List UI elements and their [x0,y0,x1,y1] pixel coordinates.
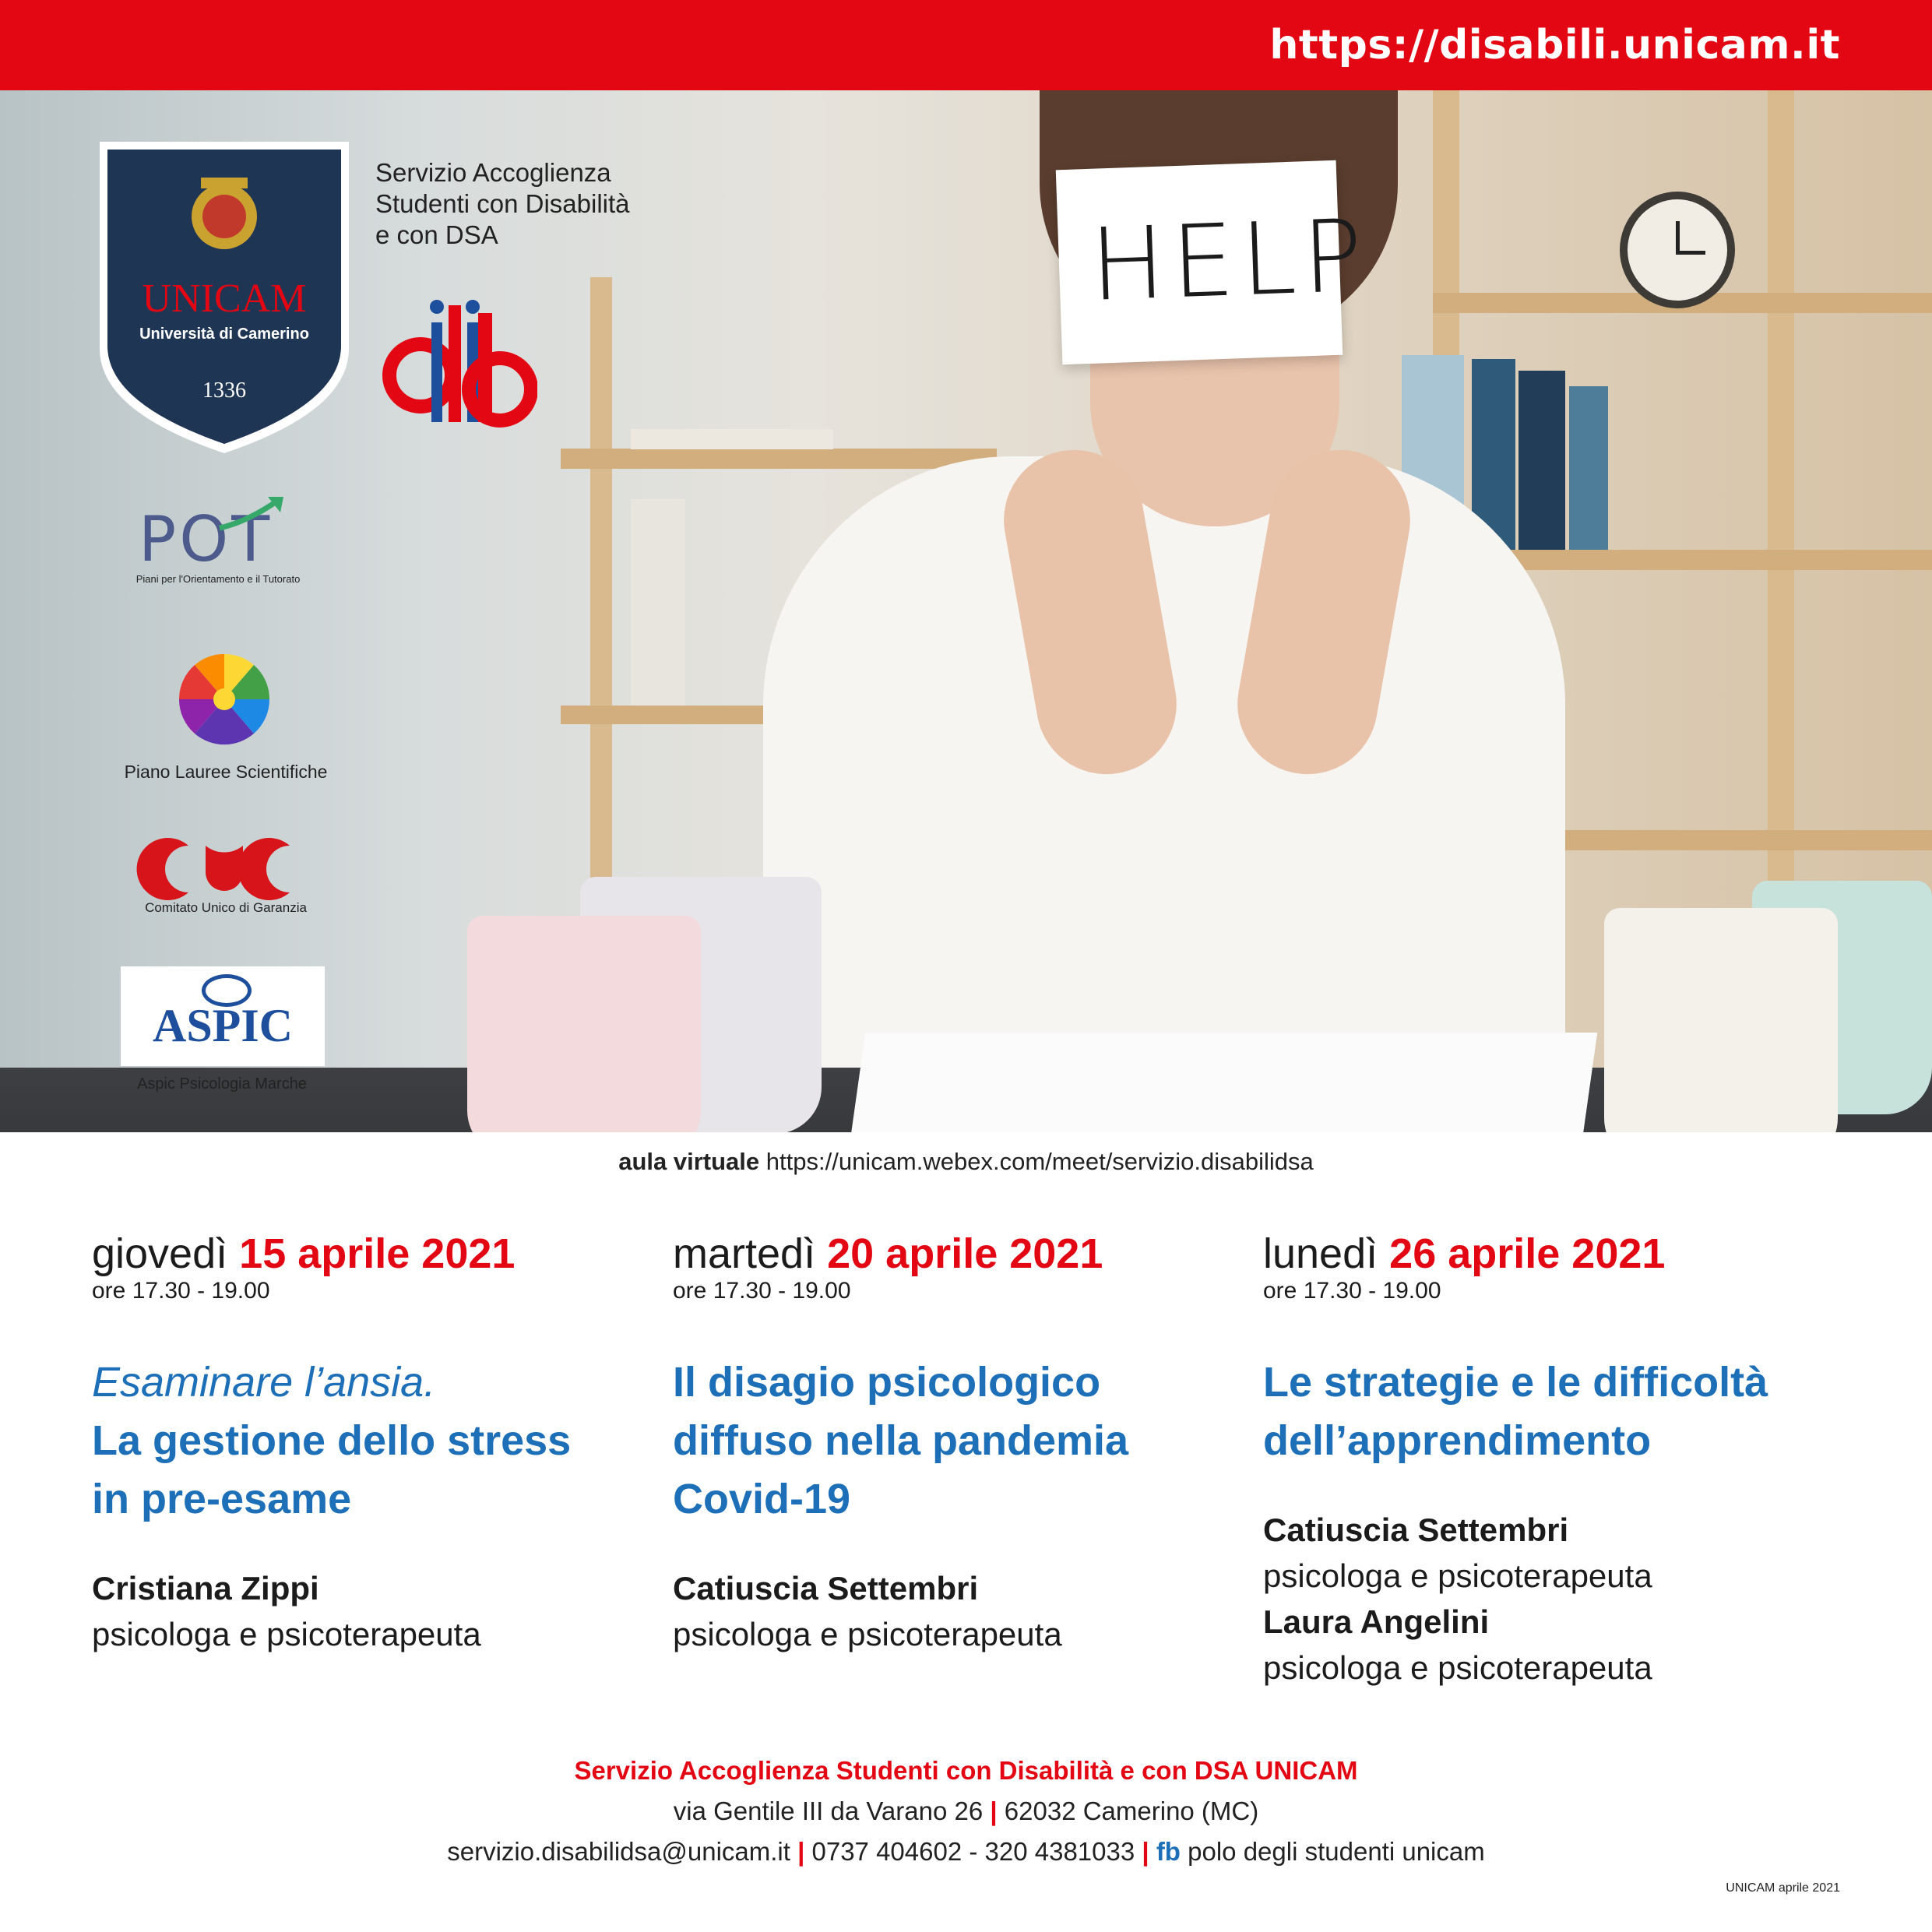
event-day: martedì [673,1230,816,1277]
event-time: ore 17.30 - 19.00 [92,1278,270,1304]
footer-org: Servizio Accoglienza Studenti con Disabilità e con DSA UNICAM [574,1756,1358,1785]
shelf-post [1768,90,1794,947]
event-title [1263,1353,1808,1470]
pot-caption: Piani per l'Orientamento e il Tutorato [135,573,301,585]
service-caption-line: e con DSA [375,220,498,249]
footer-phones: 0737 404602 - 320 4381033 [811,1837,1135,1866]
service-caption-line: Servizio Accoglienza [375,158,611,187]
footer-separator: | [797,1837,805,1866]
service-caption [375,157,718,251]
event-title-line: diffuso nella pandemia [673,1417,1129,1464]
website-link[interactable]: https://disabili.unicam.it [1269,22,1840,69]
help-note-text: HELP [1088,198,1371,324]
event-date-value: 20 aprile 2021 [827,1230,1103,1277]
event-title-line: Le strategie e le difficoltà [1263,1359,1768,1406]
event-date-value: 15 aprile 2021 [239,1230,516,1277]
event-day: lunedì [1263,1230,1378,1277]
speaker-role: psicologa e psicoterapeuta [1263,1557,1652,1594]
event-title-line: Covid-19 [673,1476,851,1522]
speaker-name: Cristiana Zippi [92,1570,319,1606]
speaker-role: psicologa e psicoterapeuta [92,1616,481,1652]
book [1569,386,1608,550]
event-date [1263,1230,1808,1277]
event-title-line: in pre-esame [92,1476,352,1522]
event-time: ore 17.30 - 19.00 [673,1278,851,1304]
event-column [92,1230,637,1658]
unicam-logo-subtitle: Università di Camerino [139,326,309,343]
aspic-logo [121,966,325,1066]
unicam-logo-name: UNICAM [142,276,307,321]
clock-icon [1620,192,1735,308]
footer-city: 62032 Camerino (MC) [1004,1797,1259,1825]
footer-email[interactable]: servizio.disabilidsa@unicam.it [447,1837,790,1866]
speaker-name: Catiuscia Settembri [1263,1511,1569,1548]
speaker-name: Catiuscia Settembri [673,1570,979,1606]
speaker-role: psicologa e psicoterapeuta [673,1616,1062,1652]
event-date [92,1230,637,1277]
event-column [673,1230,1218,1658]
service-caption-line: Studenti con Disabilità [375,189,630,218]
speaker-name: Laura Angelini [1263,1603,1490,1640]
hero-photo [0,90,1932,1132]
footer-address: via Gentile III da Varano 26 [673,1797,984,1825]
event-title [92,1353,637,1529]
footer-contact-line [0,1832,1932,1872]
aula-virtuale [0,1148,1932,1176]
pot-arrow-icon [216,494,287,533]
cug-logo [134,830,313,908]
event-date-value: 26 aprile 2021 [1389,1230,1666,1277]
aula-label: aula virtuale [618,1148,760,1175]
footer-separator: | [1142,1837,1149,1866]
event-title-italic: Esaminare l’ansia. [92,1359,436,1406]
aula-link[interactable]: https://unicam.webex.com/meet/servizio.disabilidsa [765,1148,1314,1175]
pls-caption: Piano Lauree Scientifiche [124,762,328,782]
footer-separator: | [990,1797,998,1825]
event-title [673,1353,1218,1529]
event-column [1263,1230,1808,1691]
book [631,499,685,706]
top-bar [0,0,1932,90]
pot-logo: POT [139,503,273,575]
aspic-logo-name: ASPIC [152,1000,294,1051]
footer-address-line [0,1791,1932,1832]
event-speaker [92,1566,637,1658]
mug-white [1604,908,1838,1132]
cug-caption: Comitato Unico di Garanzia [145,900,307,915]
help-note [1056,160,1371,364]
aspic-caption: Aspic Psicologia Marche [137,1075,307,1093]
unicam-logo-year: 1336 [202,378,246,403]
mug-pink [467,916,701,1132]
book [1519,371,1565,550]
speaker-role: psicologa e psicoterapeuta [1263,1649,1652,1686]
paper-sheet [848,1033,1597,1132]
print-stamp: UNICAM aprile 2021 [1726,1881,1840,1895]
footer-fb-page[interactable]: polo degli studenti unicam [1188,1837,1485,1866]
footer-fb-label: fb [1156,1837,1181,1866]
dllb-logo [375,290,537,438]
event-day: giovedì [92,1230,228,1277]
event-date [673,1230,1218,1277]
person-shirt [763,456,1565,1132]
event-time: ore 17.30 - 19.00 [1263,1278,1441,1304]
event-title-line: Il disagio psicologico [673,1359,1101,1406]
event-title-line: La gestione dello stress [92,1417,572,1464]
footer-contacts [0,1751,1932,1872]
book [631,429,833,449]
pls-logo [156,628,292,760]
event-speaker [1263,1508,1808,1691]
event-title-line: dell’apprendimento [1263,1417,1652,1464]
shelf-board [561,449,997,469]
event-speaker [673,1566,1218,1658]
aspic-mark-icon [202,974,252,1007]
